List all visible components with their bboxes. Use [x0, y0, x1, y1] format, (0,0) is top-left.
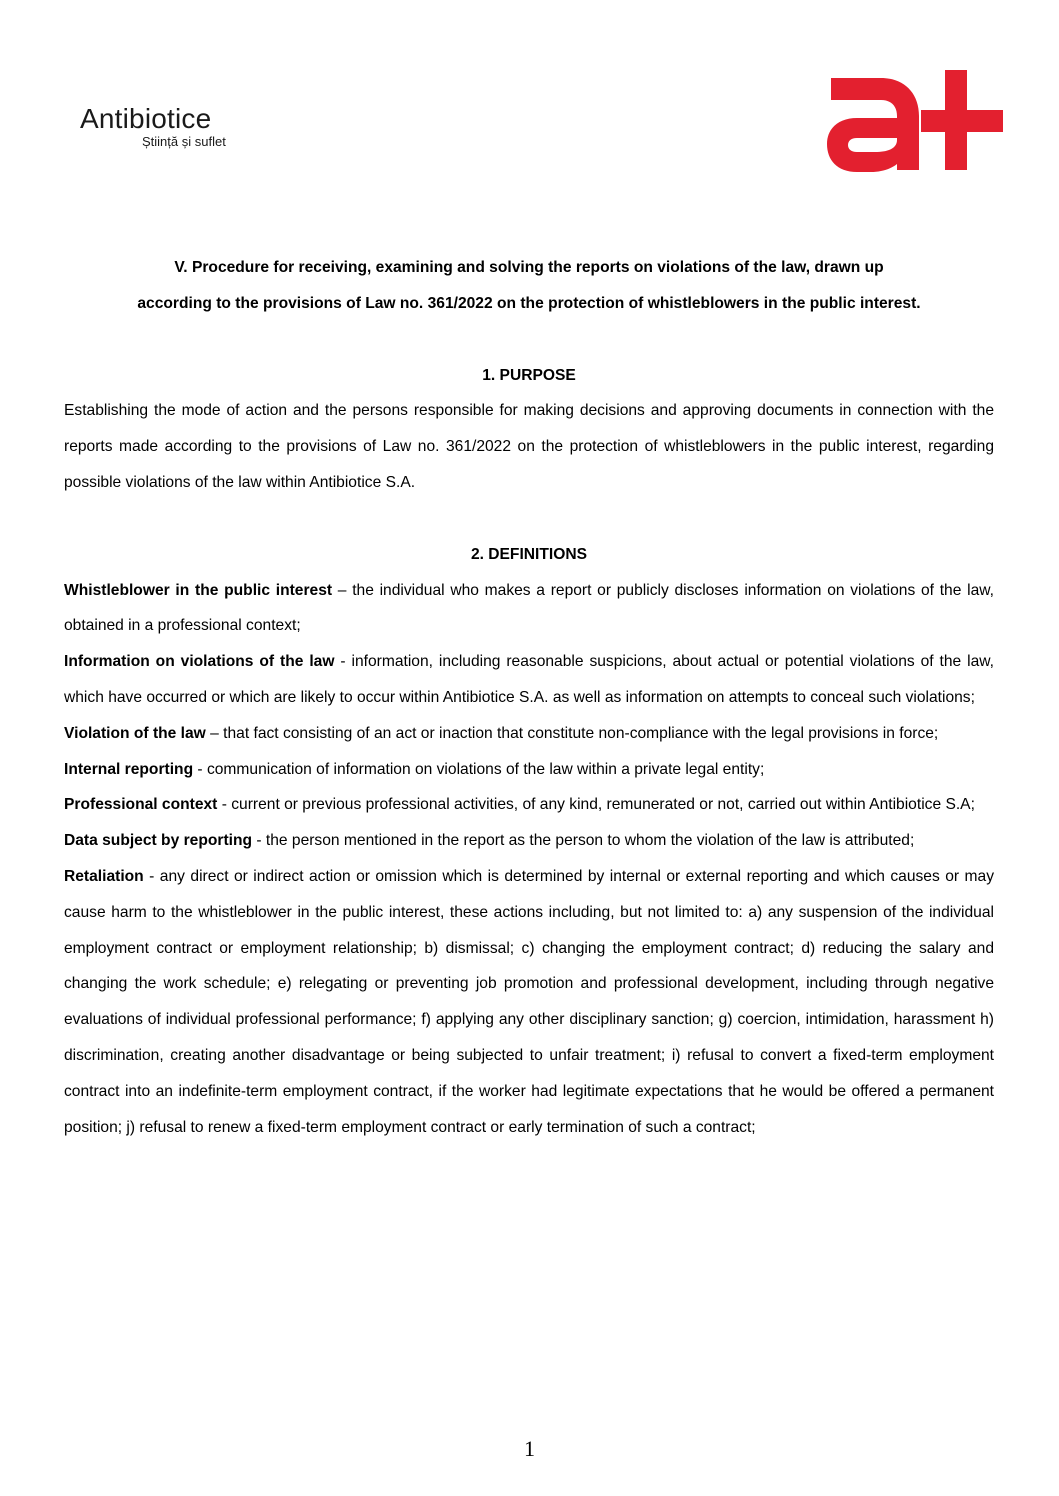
definition-text: – that fact consisting of an act or inaction that constitute non-compliance with the legal provisions in force; — [205, 724, 939, 742]
definition-item — [64, 573, 994, 645]
definition-text: - the person mentioned in the report as the person to whom the violation of the law is attributed; — [252, 832, 915, 850]
definition-item — [64, 644, 994, 716]
definition-term: Professional context — [64, 796, 218, 814]
definition-item — [64, 752, 994, 788]
brand-tagline: Știință și suflet — [142, 134, 226, 149]
definition-text: - current or previous professional activities, of any kind, remunerated or not, carried out within Antibiotice S.A; — [217, 796, 975, 814]
definition-text: – the individual who makes a report or publicly discloses information on violations of the law, obtained in a professional context; — [64, 581, 994, 635]
definition-term: Data subject by reporting — [64, 832, 253, 850]
definition-item — [64, 716, 994, 752]
definition-term: Violation of the law — [64, 724, 206, 742]
antibiotice-logo — [80, 104, 226, 150]
purpose-text: Establishing the mode of action and the persons responsible for making decisions and approving documents in connection with the reports made according to the provisions of Law no. 361/2022 on the protection of whistleblowers in the public interest, regarding possible violations of the law within Antibiotice S.A. — [64, 402, 994, 491]
definition-term: Information on violations of the law — [64, 653, 335, 671]
document-title-line-1: V. Procedure for receiving, examining and solving the reports on violations of the law, drawn up — [174, 259, 884, 276]
definition-term: Whistleblower in the public interest — [64, 581, 333, 599]
definition-term: Retaliation — [64, 867, 144, 885]
definition-text: - any direct or indirect action or omission which is determined by internal or external reporting and which causes or may cause harm to the whistleblower in the public interest, these actions including, but not limited to: a) any suspension of the individual employment contract or employment relationship; b) dismissal; c) changing the employment contract; d) reducing the salary and changing the work schedule; e) relegating or preventing job promotion and professional development, including through negative evaluations of individual professional performance; f) applying any other disciplinary sanction; g) coercion, intimidation, harassment h) discrimination, creating another disadvantage or being subjected to unfair treatment; i) refusal to convert a fixed-term employment contract into an indefinite-term employment contract, if the worker had legitimate expectations that he would be offered a permanent position; j) refusal to renew a fixed-term employment contract or early termination of such a contract; — [64, 867, 994, 1136]
page-number: 1 — [524, 1436, 535, 1461]
definitions-heading: 2. DEFINITIONS — [470, 545, 588, 563]
definition-term: Internal reporting — [64, 760, 194, 778]
definition-text: - communication of information on violations of the law within a private legal entity; — [193, 760, 765, 778]
document-body — [64, 250, 994, 1145]
definition-item — [64, 859, 994, 1145]
definition-text: - information, including reasonable suspicions, about actual or potential violations of the law, which have occurred or which are likely to occur within Antibiotice S.A. as well as information on attempts to conceal such violations; — [64, 653, 994, 706]
a-plus-logo-icon — [823, 70, 1007, 174]
purpose-heading: 1. PURPOSE — [482, 366, 576, 384]
definition-item — [64, 823, 994, 859]
definition-item — [64, 787, 994, 823]
brand-name: Antibiotice — [80, 103, 212, 134]
document-title-line-2: according to the provisions of Law no. 361/2022 on the protection of whistleblowers in the public interest. — [137, 294, 921, 312]
